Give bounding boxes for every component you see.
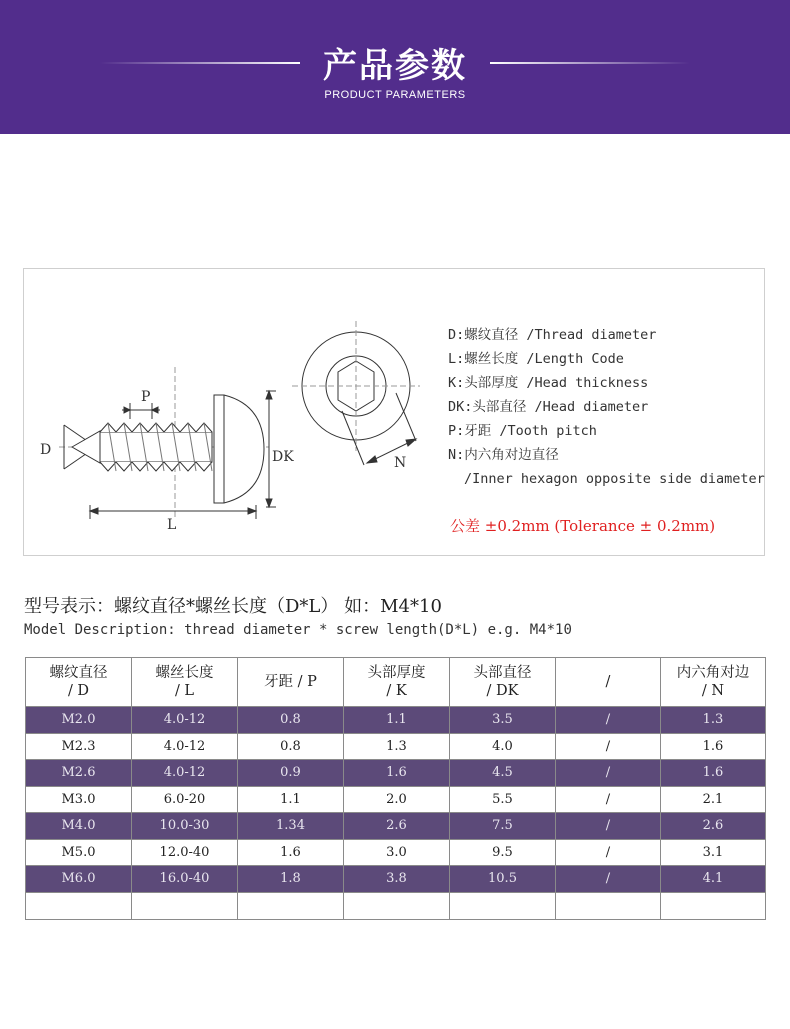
header-pitch: 牙距 / P (238, 658, 344, 707)
table-row: M4.0 10.0-30 1.34 2.6 7.5 / 2.6 (26, 813, 766, 840)
table-row: M6.0 16.0-40 1.8 3.8 10.5 / 4.1 (26, 866, 766, 893)
legend-item-d: D:螺纹直径 /Thread diameter (448, 327, 657, 343)
legend-item-l: L:螺丝长度 /Length Code (448, 351, 624, 367)
table-header-row (26, 658, 766, 707)
legend-item-n-english: /Inner hexagon opposite side diameter (464, 471, 765, 487)
header-head-diameter: 头部直径 / DK (450, 658, 556, 707)
header-thread-diameter: 螺纹直径 / D (26, 658, 132, 707)
header-hex-size: 内六角对边 / N (661, 658, 766, 707)
header-banner (0, 0, 790, 134)
table-row: M2.0 4.0-12 0.8 1.1 3.5 / 1.3 (26, 707, 766, 734)
header-length: 螺丝长度 / L (132, 658, 238, 707)
label-n: N (394, 455, 407, 471)
model-description-en: Model Description: thread diameter * screw length(D*L) e.g. M4*10 (24, 622, 572, 638)
table-row-empty (26, 892, 766, 919)
page-subtitle: PRODUCT PARAMETERS (324, 89, 466, 101)
header-blank: / (556, 658, 661, 707)
label-dk: DK (272, 449, 294, 465)
table-row: M5.0 12.0-40 1.6 3.0 9.5 / 3.1 (26, 839, 766, 866)
model-description-cn: 型号表示：螺纹直径*螺丝长度（D*L） 如：M4*10 (24, 596, 442, 617)
label-l: L (167, 517, 177, 533)
label-p: P (141, 389, 151, 405)
spec-table (25, 657, 766, 920)
legend-item-p: P:牙距 /Tooth pitch (448, 423, 597, 439)
page-title: 产品参数 (323, 46, 467, 86)
screw-diagram-panel (23, 268, 765, 556)
table-row: M2.3 4.0-12 0.8 1.3 4.0 / 1.6 (26, 733, 766, 760)
legend-item-n: N:内六角对边直径 (448, 447, 559, 463)
header-head-thickness: 头部厚度 / K (344, 658, 450, 707)
table-row: M3.0 6.0-20 1.1 2.0 5.5 / 2.1 (26, 786, 766, 813)
table-row: M2.6 4.0-12 0.9 1.6 4.5 / 1.6 (26, 760, 766, 787)
tolerance-note: 公差 ±0.2mm (Tolerance ± 0.2mm) (450, 517, 716, 535)
label-d: D (40, 442, 52, 458)
dimension-legend (448, 323, 766, 491)
legend-item-dk: DK:头部直径 /Head diameter (448, 399, 649, 415)
legend-item-k: K:头部厚度 /Head thickness (448, 375, 649, 391)
